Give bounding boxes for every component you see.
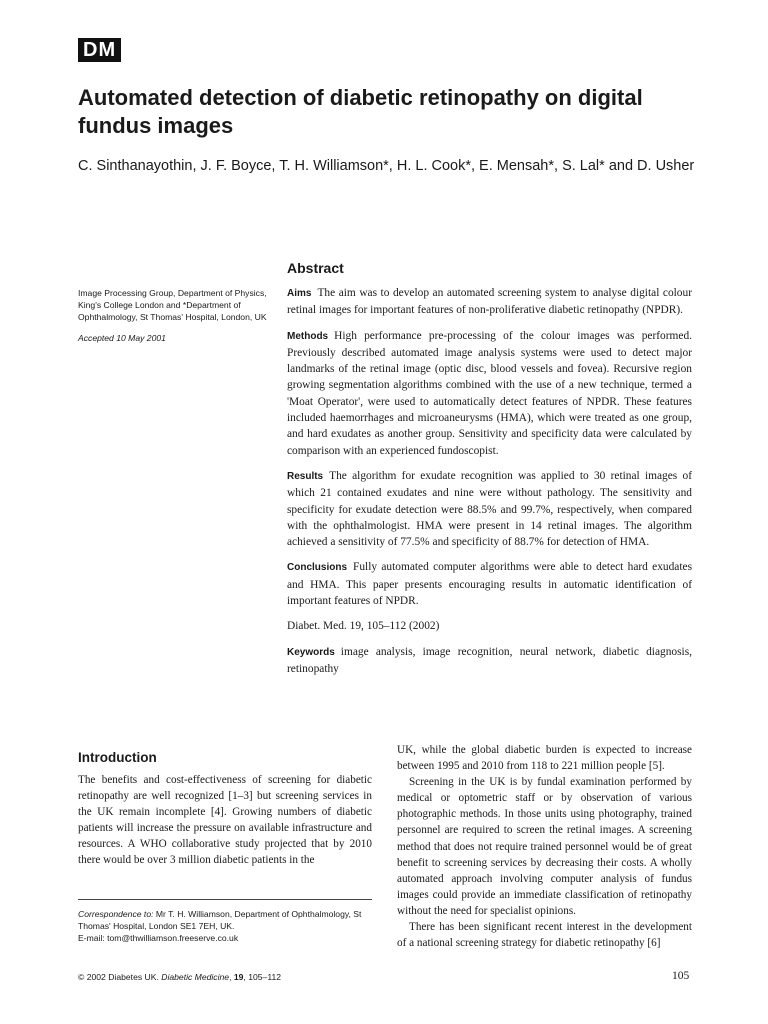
intro-interest-paragraph: There has been significant recent interest in the development of a national screening strategy for diabetic retinopathy [6] (397, 921, 692, 950)
footer-journal: Diabetic Medicine (161, 972, 230, 982)
abstract-keywords (287, 644, 692, 678)
correspondence-address: Mr T. H. Williamson, Department of Ophthalmology, St Thomas' Hospital, London SE1 7EH, UK. (78, 909, 362, 931)
intro-continuation: UK, while the global diabetic burden is expected to increase between 1995 and 2010 from 118 to 221 million people [5]. (397, 744, 692, 773)
journal-logo: DM (78, 38, 121, 62)
author-list: C. Sinthanayothin, J. F. Boyce, T. H. Williamson*, H. L. Cook*, E. Mensah*, S. Lal* and D. Usher (78, 158, 695, 174)
abstract-heading: Abstract (287, 260, 344, 276)
abstract-methods (287, 328, 692, 459)
aims-text: The aim was to develop an automated screening system to analyse digital colour retinal images for important features of non-proliferative diabetic retinopathy (NPDR). (287, 287, 692, 317)
footer-copyright: © 2002 Diabetes UK. (78, 972, 159, 982)
abstract-results (287, 468, 692, 550)
results-text: The algorithm for exudate recognition was applied to 30 retinal images of which 21 contained exudates and nine were without pathology. The sensitivity and specificity for exudate detection were 88.5% and 99.7%, respectively, when compared with the ophthalmologist. HMA were present in 14 retinal images. The algorithm achieved a sensitivity of 77.5% and specificity of 88.7% for detection of HMA. (287, 469, 692, 549)
introduction-heading: Introduction (78, 750, 157, 765)
footnote-divider (78, 899, 372, 900)
footer-pages: , 105–112 (243, 972, 282, 982)
correspondence-label: Correspondence to: (78, 909, 154, 919)
abstract-aims (287, 285, 692, 319)
methods-label: Methods (287, 330, 329, 342)
conclusions-text: Fully automated computer algorithms were able to detect hard exudates and HMA. This paper presents encouraging results in automatic identification of important features of NPDR. (287, 561, 692, 608)
affiliation: Image Processing Group, Department of Physics, King's College London and *Department of Ophthalmology, St Thomas' Hospital, London, UK (78, 288, 267, 322)
citation: Diabet. Med. 19, 105–112 (2002) (287, 620, 440, 633)
results-label: Results (287, 470, 324, 482)
correspondence-note (78, 908, 372, 944)
conclusions-label: Conclusions (287, 562, 348, 574)
accepted-date: Accepted 10 May 2001 (78, 333, 166, 343)
correspondence-email: E-mail: tom@thwilliamson.freeserve.co.uk (78, 933, 239, 943)
methods-text: High performance pre-processing of the colour images was performed. Previously described automated image analysis systems were used to detect major landmarks of the retinal image (optic disc, blood vessels and fovea). Recursive region growing segmentation algorithms combined with the use of a new technique, termed a 'Moat Operator', were used to automatically detect features of NPDR. These features included haemorrhages and microaneurysms (HMA), which were treated as one group, and hard exudates as another group. Sensitivity and specificity data were calculated by comparison with an experienced fundoscopist. (287, 329, 692, 457)
keywords-label: Keywords (287, 646, 335, 658)
introduction-left-column (78, 750, 372, 869)
article-title: Automated detection of diabetic retinopathy on digital fundus images (78, 85, 643, 138)
introduction-right-column (397, 742, 692, 951)
page-footer: © 2002 Diabetes UK. Diabetic Medicine, 19, 105–112 (78, 972, 282, 982)
keywords-text: image analysis, image recognition, neural network, diabetic diagnosis, retinopathy (287, 645, 692, 675)
introduction-paragraph: The benefits and cost-effectiveness of screening for diabetic retinopathy are well recognized [1–3] but screening services in the UK remain incomplete [4]. Growing numbers of diabetic patients will increase the pressure on available infrastructure and resources. A WHO collaborative study projected that by 2010 there would be over 3 million diabetic patients in the (78, 774, 372, 867)
aims-label: Aims (287, 288, 312, 299)
abstract-section (287, 260, 692, 686)
page-number: 105 (672, 970, 690, 982)
abstract-conclusions (287, 559, 692, 609)
footer-volume: 19 (233, 972, 244, 982)
intro-screening-paragraph: Screening in the UK is by fundal examination performed by medical or optometric staff or by observation of various photographic methods. In those units using photography, trained personnel are required to screen the retinal images. A screening method that does not require trained personnel would be of great benefit to screening services by decreasing their costs. A wholly automated approach involving computer analysis of fundus images could provide an immediate classification of retinopathy without the need for specialist opinions. (397, 776, 692, 917)
